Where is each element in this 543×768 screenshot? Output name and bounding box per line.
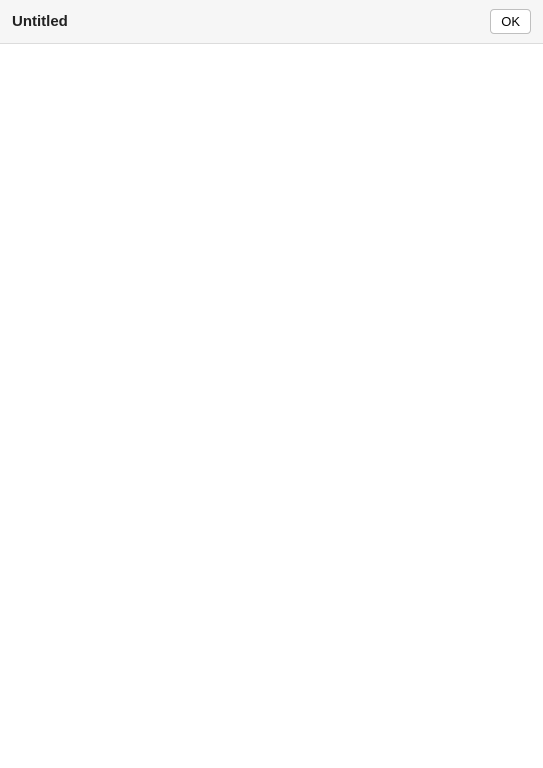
toolbar [0,0,543,44]
ok-button[interactable]: OK [490,9,531,34]
page-title: Untitled [12,13,68,30]
